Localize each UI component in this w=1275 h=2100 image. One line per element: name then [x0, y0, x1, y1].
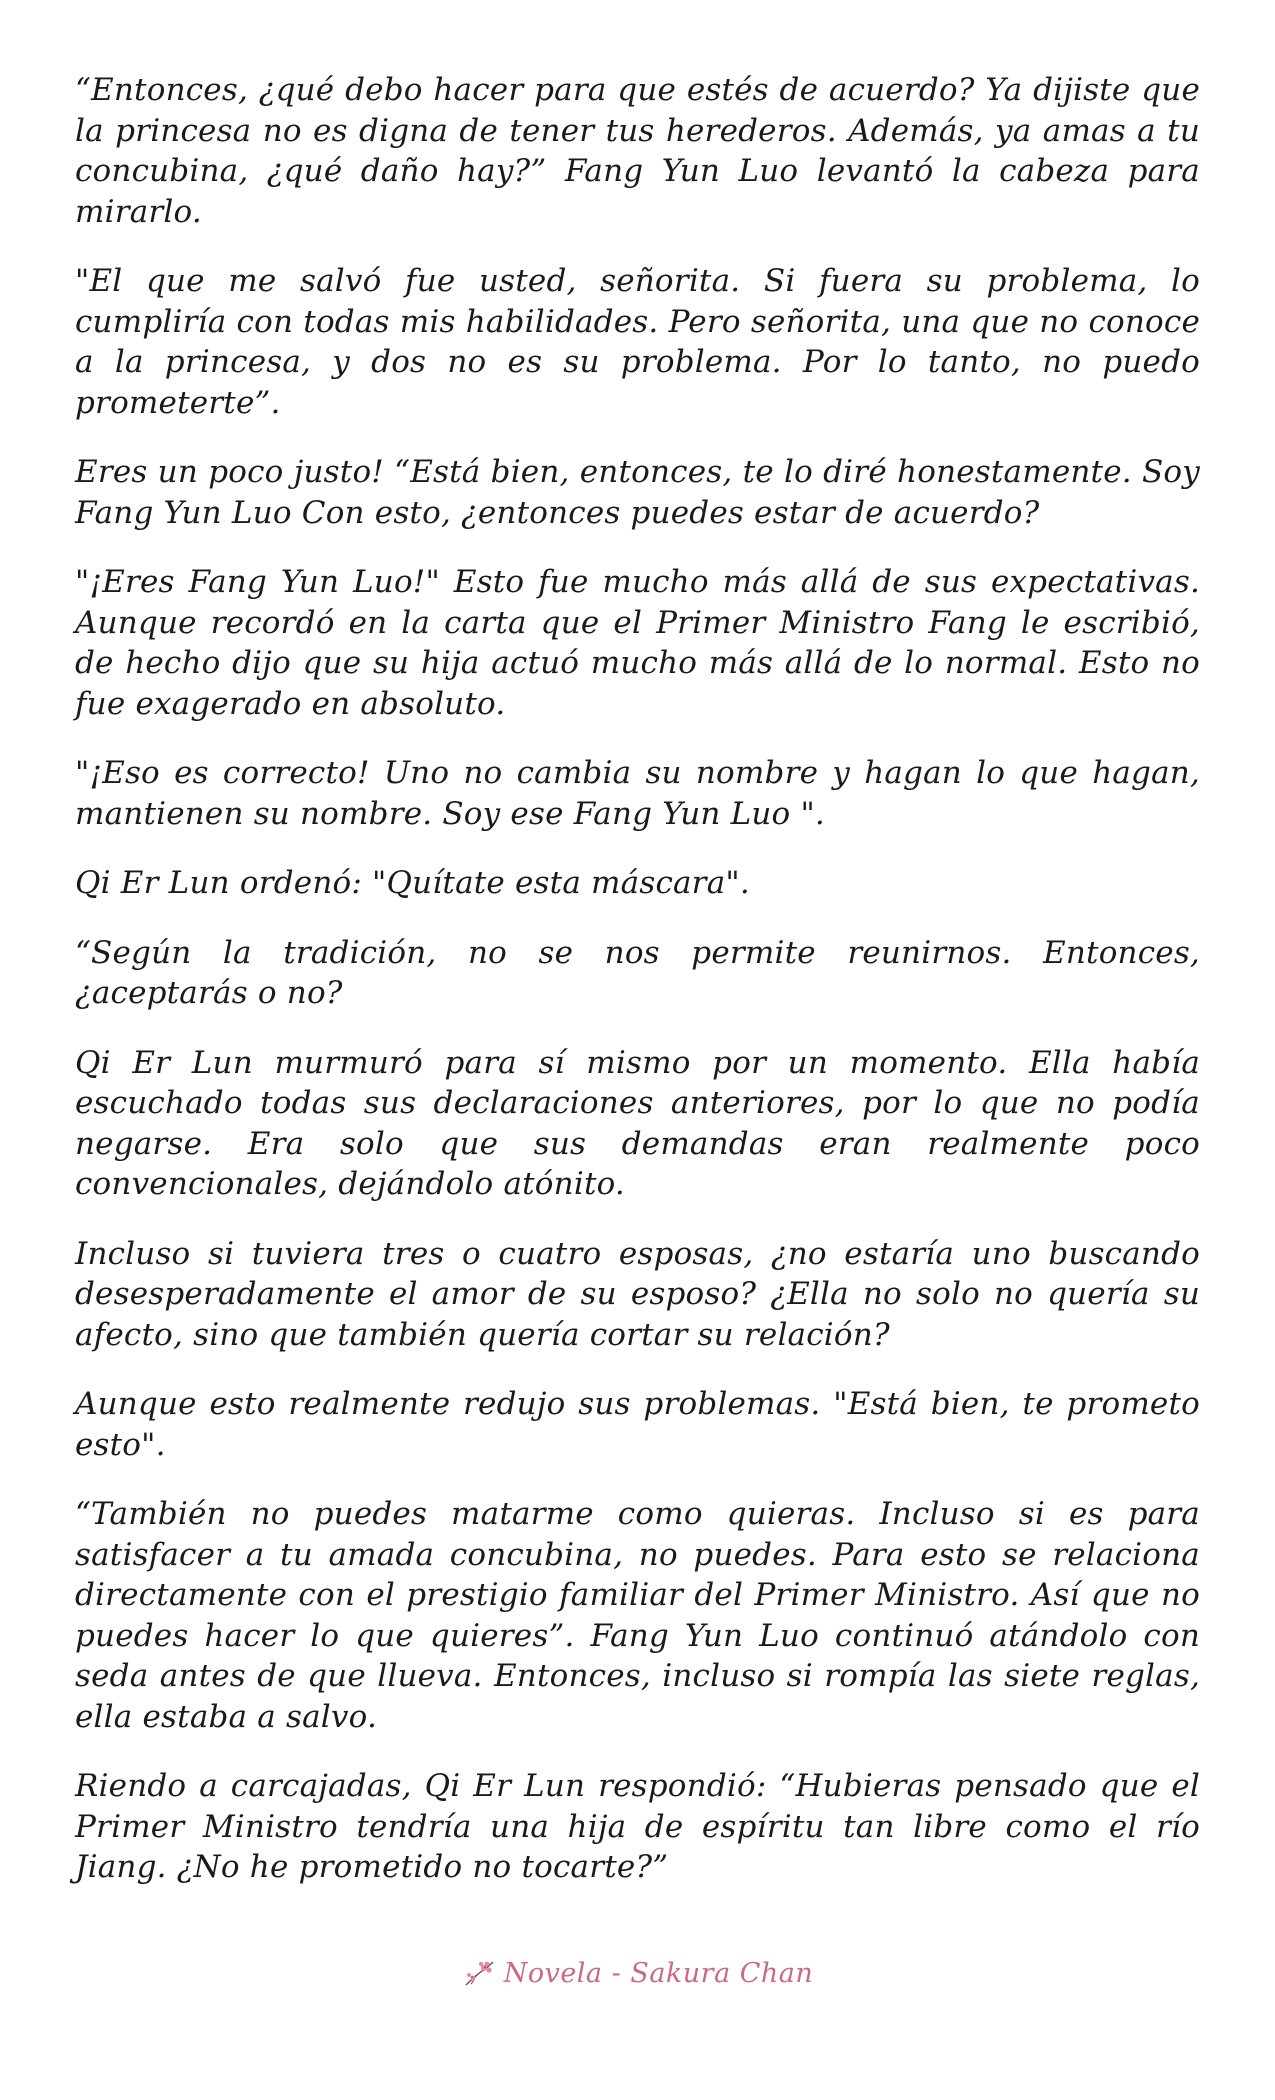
cherry-blossom-icon — [462, 1959, 496, 1989]
paragraph-6: Qi Er Lun ordenó: "Quítate esta máscara". — [75, 865, 750, 901]
paragraph-11: “También no puedes matarme como quieras. Incluso si es para satisfacer a tu amada concubina, no puedes. Para esto se relaciona directamente con el prestigio familiar del Primer Ministro. Así que no puedes hacer lo que quieres”. Fang Yun Luo continuó atándolo con seda antes de que llueva. Entonces, incluso si rompía las siete reglas, ella estaba a salvo. — [75, 1496, 1200, 1735]
paragraph-8: Qi Er Lun murmuró para sí mismo por un momento. Ella había escuchado todas sus declaraciones anteriores, por lo que no podía negarse. Era solo que sus demandas eran realmente poco convencionales, dejándolo atónito. — [75, 1044, 1200, 1202]
paragraph-4: "¡Eres Fang Yun Luo!" Esto fue mucho más allá de sus expectativas. Aunque recordó en la carta que el Primer Ministro Fang le escribió, de hecho dijo que su hija actuó mucho más allá de lo normal. Esto no fue exagerado en absoluto. — [75, 564, 1200, 722]
paragraph-10: Aunque esto realmente redujo sus problemas. "Está bien, te prometo esto". — [75, 1386, 1200, 1463]
paragraph-7: “Según la tradición, no se nos permite reunirnos. Entonces, ¿aceptarás o no? — [75, 934, 1200, 1011]
paragraph-5: "¡Eso es correcto! Uno no cambia su nombre y hagan lo que hagan, mantienen su nombre. Soy ese Fang Yun Luo ". — [75, 755, 1200, 832]
paragraph-9: Incluso si tuviera tres o cuatro esposas, ¿no estaría uno buscando desesperadamente el amor de su esposo? ¿Ella no solo no quería su afecto, sino que también quería cortar su relación? — [75, 1235, 1200, 1353]
footer-watermark — [0, 1958, 1275, 1989]
paragraph-1: “Entonces, ¿qué debo hacer para que estés de acuerdo? Ya dijiste que la princesa no es digna de tener tus herederos. Además, ya amas a tu concubina, ¿qué daño hay?” Fang Yun Luo levantó la cabeza para mirarlo. — [75, 72, 1200, 230]
paragraph-3: Eres un poco justo! “Está bien, entonces, te lo diré honestamente. Soy Fang Yun Luo Con esto, ¿entonces puedes estar de acuerdo? — [75, 454, 1200, 531]
footer-text: Novela - Sakura Chan — [503, 1958, 814, 1989]
document-body — [75, 70, 1200, 1917]
footer-brand — [462, 1958, 814, 1989]
paragraph-12: Riendo a carcajadas, Qi Er Lun respondió: “Hubieras pensado que el Primer Ministro tendría una hija de espíritu tan libre como el río Jiang. ¿No he prometido no tocarte?” — [75, 1768, 1200, 1885]
paragraph-2: "El que me salvó fue usted, señorita. Si fuera su problema, lo cumpliría con todas mis habilidades. Pero señorita, una que no conoce a la princesa, y dos no es su problema. Por lo tanto, no puedo prometerte”. — [75, 263, 1200, 421]
